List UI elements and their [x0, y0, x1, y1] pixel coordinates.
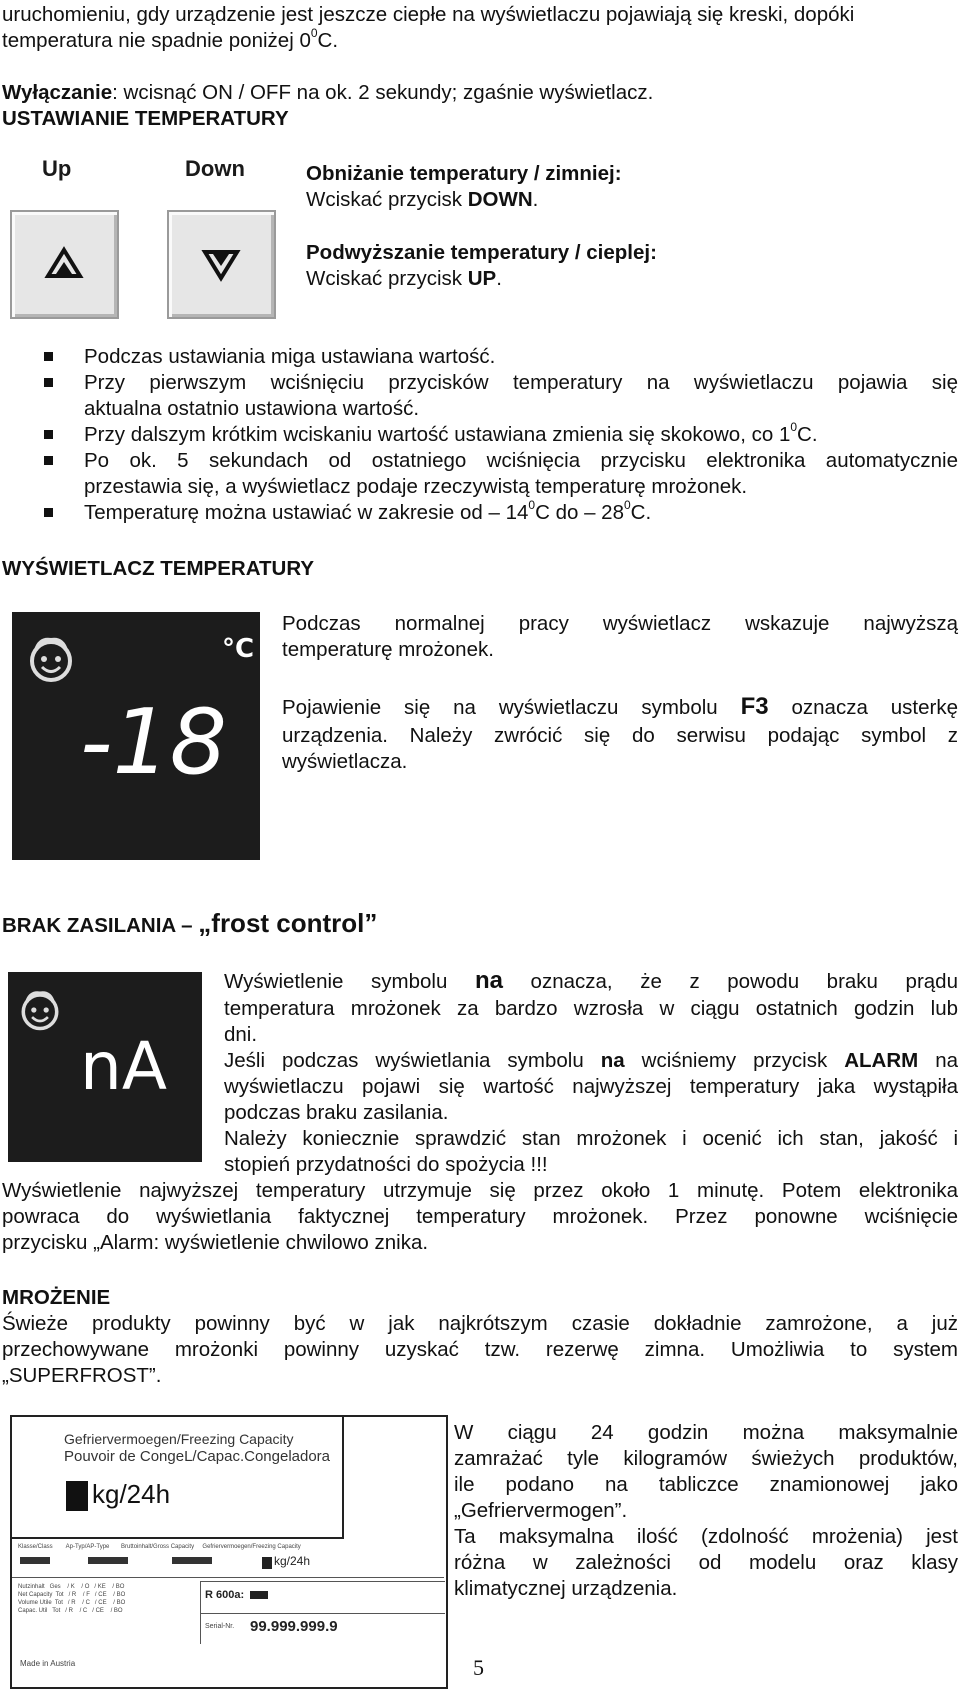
temperature-value: -18: [80, 690, 227, 795]
paragraph-line: stopień przydatności do spożycia !!!: [224, 1153, 548, 1176]
redacted-value: [172, 1557, 212, 1564]
list-item: Podczas ustawiania miga ustawiana wartość.: [84, 345, 496, 368]
page-number: 5: [473, 1655, 484, 1680]
bullet-icon: [44, 352, 53, 361]
paragraph-line: podczas braku zasilania.: [224, 1101, 449, 1124]
plate-fine-print: Nutzinhalt Ges / K / O / KE / BO Net Capacity Tot / R / F / CE / BO Volume Utile Tot / R / C / CE / BO Capac. Util Tot / R / C / CE / BO: [18, 1584, 126, 1614]
paragraph-line: różna w zależności od modelu oraz klasy: [454, 1551, 958, 1574]
section-heading: USTAWIANIE TEMPERATURY: [2, 107, 289, 130]
bullet-icon: [44, 430, 53, 439]
plate-serial: 99.999.999.9: [250, 1618, 338, 1635]
paragraph-line: Jeśli podczas wyświetlania symbolu na wciśniemy przycisk ALARM na: [224, 1049, 958, 1072]
lower-title: Obniżanie temperatury / zimniej:: [306, 162, 622, 185]
redacted-value: [20, 1557, 50, 1564]
list-item: Przy pierwszym wciśnięciu przycisków temperatury na wyświetlaczu pojawia się: [84, 371, 958, 394]
redacted-value: [88, 1557, 128, 1564]
up-label: Up: [42, 156, 72, 181]
plate-kg: kg/24h: [92, 1479, 171, 1509]
intro-line: temperatura nie spadnie poniżej $0^0C$.: [2, 26, 339, 52]
plate-fine-print: Klasse/Class Ap-Typ/AP-Type Bruttoinhalt/Gross Capacity Gefriervermoegen/Freezing Capacity: [18, 1544, 301, 1550]
paragraph-line: Świeże produkty powinny być w jak najkrótszym czasie dokładnie zamrożone, a już: [2, 1312, 958, 1335]
paragraph-line: urządzenia. Należy zwrócić się do serwisu podając symbol z: [282, 724, 958, 747]
smiley-icon: [18, 988, 62, 1032]
down-label: Down: [185, 156, 245, 181]
down-button[interactable]: [167, 210, 276, 319]
power-failure-display: [8, 972, 202, 1162]
lower-text: Wciskać przycisk DOWN.: [306, 188, 539, 211]
plate-serial-label: Serial-Nr.: [205, 1623, 235, 1630]
list-item: Temperaturę można ustawiać w zakresie od – $14^0C$ do – $28^0C$.: [84, 498, 652, 524]
up-button[interactable]: [10, 210, 119, 319]
intro-line: uruchomieniu, gdy urządzenie jest jeszcze ciepłe na wyświetlaczu pojawiają się kreski, dopóki: [2, 3, 855, 26]
raise-title: Podwyższanie temperatury / cieplej:: [306, 241, 657, 264]
bullet-icon: [44, 508, 53, 517]
paragraph-line: „SUPERFROST”.: [2, 1364, 162, 1387]
celsius-unit: °C: [222, 634, 255, 664]
plate-rating: R 600a:: [205, 1589, 245, 1601]
bullet-icon: [44, 378, 53, 387]
paragraph-line: W ciągu 24 godzin można maksymalnie: [454, 1421, 958, 1444]
redacted-value: [66, 1481, 88, 1511]
plate-line: Gefriervermoegen/Freezing Capacity: [64, 1431, 294, 1447]
raise-text: Wciskać przycisk UP.: [306, 267, 502, 290]
list-item: Po ok. 5 sekundach od ostatniego wciśnięcia przycisku elektronika automatycznie: [84, 449, 958, 472]
paragraph-line: Ta maksymalna ilość (zdolność mrożenia) jest: [454, 1525, 958, 1548]
bullet-icon: [44, 456, 53, 465]
paragraph-line: Wyświetlenie symbolu na oznacza, że z powodu braku prądu: [224, 967, 958, 994]
paragraph-line: temperaturę mrożonek.: [282, 638, 494, 661]
smiley-icon: [26, 634, 76, 684]
paragraph-line: Podczas normalnej pracy wyświetlacz wskazuje najwyższą: [282, 612, 958, 635]
paragraph-line: Wyświetlenie najwyższej temperatury utrzymuje się przez około 1 minutę. Potem elektronika: [2, 1179, 958, 1202]
paragraph-line: Pojawienie się na wyświetlaczu symbolu F3 oznacza usterkę: [282, 693, 958, 720]
triangle-down-icon: [201, 244, 241, 284]
paragraph-line: powraca do wyświetlania faktycznej temperatury mrożonek. Przez ponowne wciśnięcie: [2, 1205, 958, 1228]
temperature-display: [12, 612, 260, 860]
paragraph-line: przycisku „Alarm: wyświetlenie chwilowo znika.: [2, 1231, 429, 1254]
plate-divider: [12, 1577, 444, 1578]
paragraph-line: klimatycznej urządzenia.: [454, 1577, 678, 1600]
paragraph-line: zamrażać tyle kilogramów świeżych produktów,: [454, 1447, 958, 1470]
paragraph-line: „Gefriervermogen”.: [454, 1499, 628, 1522]
paragraph-line: wyświetlaczu pojawi się wartość najwyższej temperatury jaka wystąpiła: [224, 1075, 958, 1098]
plate-line: Pouvoir de CongeL/Capac.Congeladora: [64, 1448, 331, 1465]
redacted-value: [250, 1591, 268, 1599]
paragraph-line: Należy koniecznie sprawdzić stan mrożonek i ocenić ich stan, jakość i: [224, 1127, 958, 1150]
plate-kg-small: kg/24h: [274, 1554, 311, 1568]
list-item: aktualna ostatnio ustawiona wartość.: [84, 397, 420, 420]
off-instruction: Wyłączanie: wcisnąć ON / OFF na ok. 2 sekundy; zgaśnie wyświetlacz.: [2, 81, 654, 104]
paragraph-line: wyświetlacza.: [282, 750, 408, 773]
section-heading: BRAK ZASILANIA – „frost control”: [2, 908, 378, 938]
section-heading: WYŚWIETLACZ TEMPERATURY: [2, 557, 315, 580]
section-heading: MROŻENIE: [2, 1286, 111, 1309]
paragraph-line: ile podano na tabliczce znamionowej jako: [454, 1473, 958, 1496]
paragraph-line: dni.: [224, 1023, 258, 1046]
triangle-up-icon: [44, 244, 84, 284]
na-symbol: nA: [80, 1028, 167, 1105]
list-item: przestawia się, a wyświetlacz podaje rzeczywistą temperaturę mrożonek.: [84, 475, 748, 498]
paragraph-line: przechowywane mrożonki powinny uzyskać tzw. rezerwę zimna. Umożliwia to system: [2, 1338, 958, 1361]
rating-plate: [10, 1415, 448, 1689]
plate-made: Made in Austria: [20, 1659, 76, 1668]
redacted-value: [262, 1557, 272, 1569]
list-item: Przy dalszym krótkim wciskaniu wartość ustawiana zmienia się skokowo, co $1^0C$.: [84, 420, 818, 446]
paragraph-line: temperatura mrożonek za bardzo wzrosła w ciągu ostatnich godzin lub: [224, 997, 958, 1020]
